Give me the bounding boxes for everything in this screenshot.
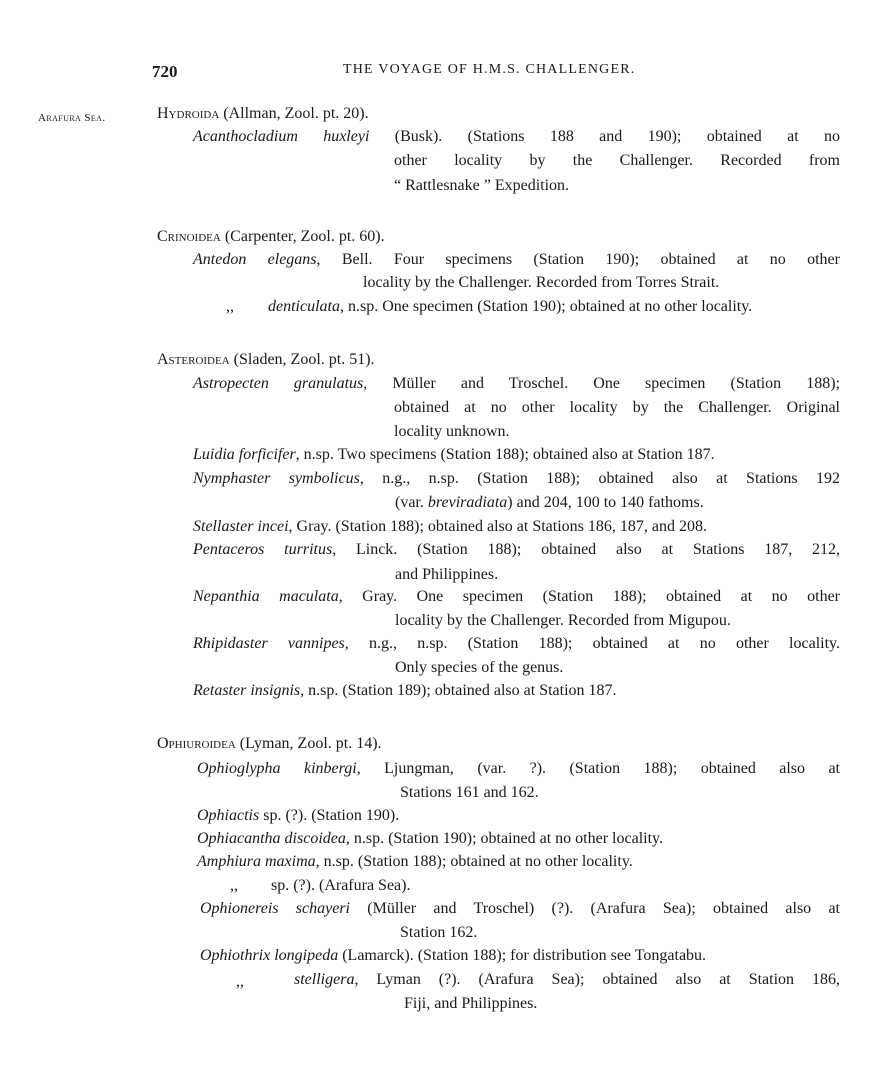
entry-ophionereis: Ophionereis schayeri (Müller and Troschel) (?). (Arafura Sea); obtained also at xyxy=(200,900,840,917)
entry-ophiacantha: Ophiacantha discoidea, n.sp. (Station 190); obtained at no other locality. xyxy=(197,830,663,847)
ditto-mark: ,, xyxy=(230,877,238,894)
entry-continuation: Station 162. xyxy=(400,924,478,941)
entry-rhipidaster: Rhipidaster vannipes, n.g., n.sp. (Station 188); obtained at no other locality. xyxy=(193,635,841,652)
section-heading-crinoidea: Crinoidea (Carpenter, Zool. pt. 60). xyxy=(157,228,385,245)
entry-nepanthia: Nepanthia maculata, Gray. One specimen (Station 188); obtained at no other xyxy=(193,588,840,605)
entry-continuation: Stations 161 and 162. xyxy=(400,784,539,801)
entry-acanthocladium: Acanthocladium huxleyi (Busk). (Stations 188 and 190); obtained at no xyxy=(193,128,841,145)
ditto-mark: ,, xyxy=(236,973,244,990)
entry-continuation: (var. breviradiata) and 204, 100 to 140 fathoms. xyxy=(395,494,704,511)
entry-continuation: Fiji, and Philippines. xyxy=(404,995,538,1012)
running-title: THE VOYAGE OF H.M.S. CHALLENGER. xyxy=(343,62,636,77)
entry-ophiactis: Ophiactis sp. (?). (Station 190). xyxy=(197,807,400,824)
entry-astropecten: Astropecten granulatus, Müller and Troschel. One specimen (Station 188); xyxy=(193,375,841,392)
entry-continuation: and Philippines. xyxy=(395,566,499,583)
entry-ophioglypha: Ophioglypha kinbergi, Ljungman, (var. ?). (Station 188); obtained also at xyxy=(197,760,840,777)
entry-ophiothrix-longipeda: Ophiothrix longipeda (Lamarck). (Station 188); for distribution see Tongatabu. xyxy=(200,947,707,964)
entry-continuation: other locality by the Challenger. Recorded from xyxy=(394,152,840,169)
entry-antedon-denticulata: denticulata, n.sp. One specimen (Station 190); obtained at no other locality. xyxy=(268,298,753,315)
ditto-mark: ,, xyxy=(226,298,234,315)
entry-continuation: locality unknown. xyxy=(394,423,510,440)
entry-continuation: “ Rattlesnake ” Expedition. xyxy=(394,177,570,194)
section-heading-asteroidea: Asteroidea (Sladen, Zool. pt. 51). xyxy=(157,351,375,368)
entry-continuation: Only species of the genus. xyxy=(395,659,564,676)
margin-note: Arafura Sea. xyxy=(38,112,106,124)
section-heading-ophiuroidea: Ophiuroidea (Lyman, Zool. pt. 14). xyxy=(157,735,382,752)
entry-amphiura: Amphiura maxima, n.sp. (Station 188); obtained at no other locality. xyxy=(197,853,633,870)
entry-stellaster: Stellaster incei, Gray. (Station 188); obtained also at Stations 186, 187, and 208. xyxy=(193,518,707,535)
entry-pentaceros: Pentaceros turritus, Linck. (Station 188); obtained also at Stations 187, 212, xyxy=(193,541,840,558)
section-heading-hydroida: Hydroida (Allman, Zool. pt. 20). xyxy=(157,105,369,122)
entry-continuation: locality by the Challenger. Recorded from Torres Strait. xyxy=(363,274,720,291)
entry-nymphaster: Nymphaster symbolicus, n.g., n.sp. (Station 188); obtained also at Stations 192 xyxy=(193,470,840,487)
entry-continuation: obtained at no other locality by the Challenger. Original xyxy=(394,399,840,416)
entry-ophiothrix-stelligera: stelligera, Lyman (?). (Arafura Sea); obtained also at Station 186, xyxy=(294,971,840,988)
entry-amphiura-sp: sp. (?). (Arafura Sea). xyxy=(271,877,411,894)
entry-retaster: Retaster insignis, n.sp. (Station 189); obtained also at Station 187. xyxy=(193,682,617,699)
entry-antedon-elegans: Antedon elegans, Bell. Four specimens (Station 190); obtained at no other xyxy=(193,251,840,268)
page-number: 720 xyxy=(152,62,178,81)
entry-luidia: Luidia forficifer, n.sp. Two specimens (Station 188); obtained also at Station 187. xyxy=(193,446,715,463)
entry-continuation: locality by the Challenger. Recorded from Migupou. xyxy=(395,612,731,629)
